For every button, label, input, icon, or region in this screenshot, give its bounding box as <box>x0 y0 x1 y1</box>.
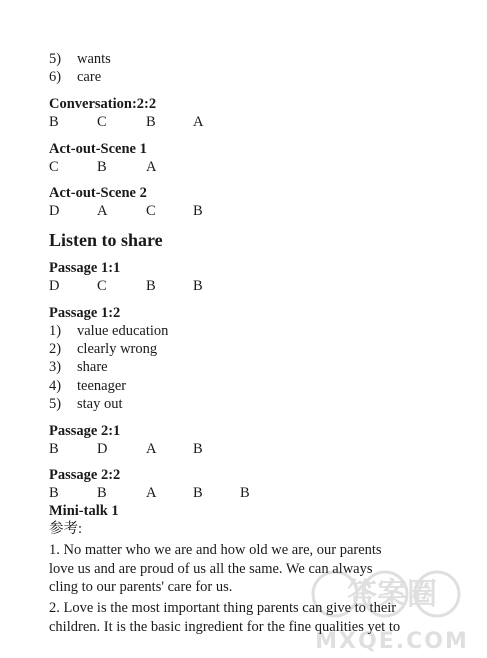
answer-cell: A <box>97 203 108 219</box>
list-number: 5) <box>49 396 62 412</box>
answer-cell: D <box>97 441 108 457</box>
answer-cell: C <box>146 203 156 219</box>
answer-cell: A <box>146 485 157 501</box>
list-number: 3) <box>49 359 62 375</box>
answer-cell: B <box>97 485 107 501</box>
answer-cell: B <box>49 114 59 130</box>
list-item: stay out <box>77 396 123 412</box>
section-heading-conversation: Conversation:2:2 <box>49 96 157 112</box>
list-item: teenager <box>77 378 127 394</box>
list-item: value education <box>77 323 169 339</box>
watermark-ring <box>415 572 459 616</box>
answer-cell: B <box>146 278 156 294</box>
section-heading-passage-1-1: Passage 1:1 <box>49 260 121 276</box>
section-heading-mini-talk-1: Mini-talk 1 <box>49 503 119 519</box>
list-item: share <box>77 359 108 375</box>
answer-cell: B <box>193 441 203 457</box>
paragraph-line: 1. No matter who we are and how old we are, our parents <box>49 542 382 558</box>
list-item: care <box>77 69 102 85</box>
answer-cell: C <box>97 278 107 294</box>
section-heading-scene-1: Act-out-Scene 1 <box>49 141 147 157</box>
paragraph-line: cling to our parents' care for us. <box>49 579 233 595</box>
section-title-listen-to-share: Listen to share <box>49 230 163 250</box>
answer-cell: A <box>193 114 204 130</box>
reference-label: 参考: <box>49 521 83 537</box>
answer-cell: A <box>146 159 157 175</box>
watermark-text: 答案圈 <box>347 577 437 612</box>
section-heading-passage-2-2: Passage 2:2 <box>49 467 121 483</box>
answer-cell: B <box>193 278 203 294</box>
answer-cell: D <box>49 278 60 294</box>
paragraph-line: children. It is the basic ingredient for the fine qualities yet to <box>49 618 401 635</box>
list-number: 5) <box>49 51 62 67</box>
answer-cell: B <box>193 203 203 219</box>
answer-cell: A <box>146 441 157 457</box>
answer-cell: B <box>49 485 59 501</box>
paragraph-line: love us and are proud of us all the same. We can always <box>49 560 373 577</box>
section-heading-passage-2-1: Passage 2:1 <box>49 423 121 439</box>
paragraph-line: 2. Love is the most important thing parents can give to their <box>49 600 397 616</box>
watermark-url: MXQE.COM <box>315 629 469 654</box>
answer-cell: C <box>97 114 107 130</box>
list-number: 6) <box>49 69 62 85</box>
answer-cell: B <box>146 114 156 130</box>
answer-cell: B <box>193 485 203 501</box>
list-item: clearly wrong <box>77 341 158 357</box>
list-number: 4) <box>49 378 62 394</box>
answer-cell: D <box>49 203 60 219</box>
answer-cell: C <box>49 159 59 175</box>
list-item: wants <box>77 51 111 67</box>
answer-cell: B <box>49 441 59 457</box>
section-heading-scene-2: Act-out-Scene 2 <box>49 185 147 201</box>
answer-cell: B <box>240 485 250 501</box>
list-number: 1) <box>49 323 62 339</box>
list-number: 2) <box>49 341 62 357</box>
answer-cell: B <box>97 159 107 175</box>
section-heading-passage-1-2: Passage 1:2 <box>49 305 121 321</box>
